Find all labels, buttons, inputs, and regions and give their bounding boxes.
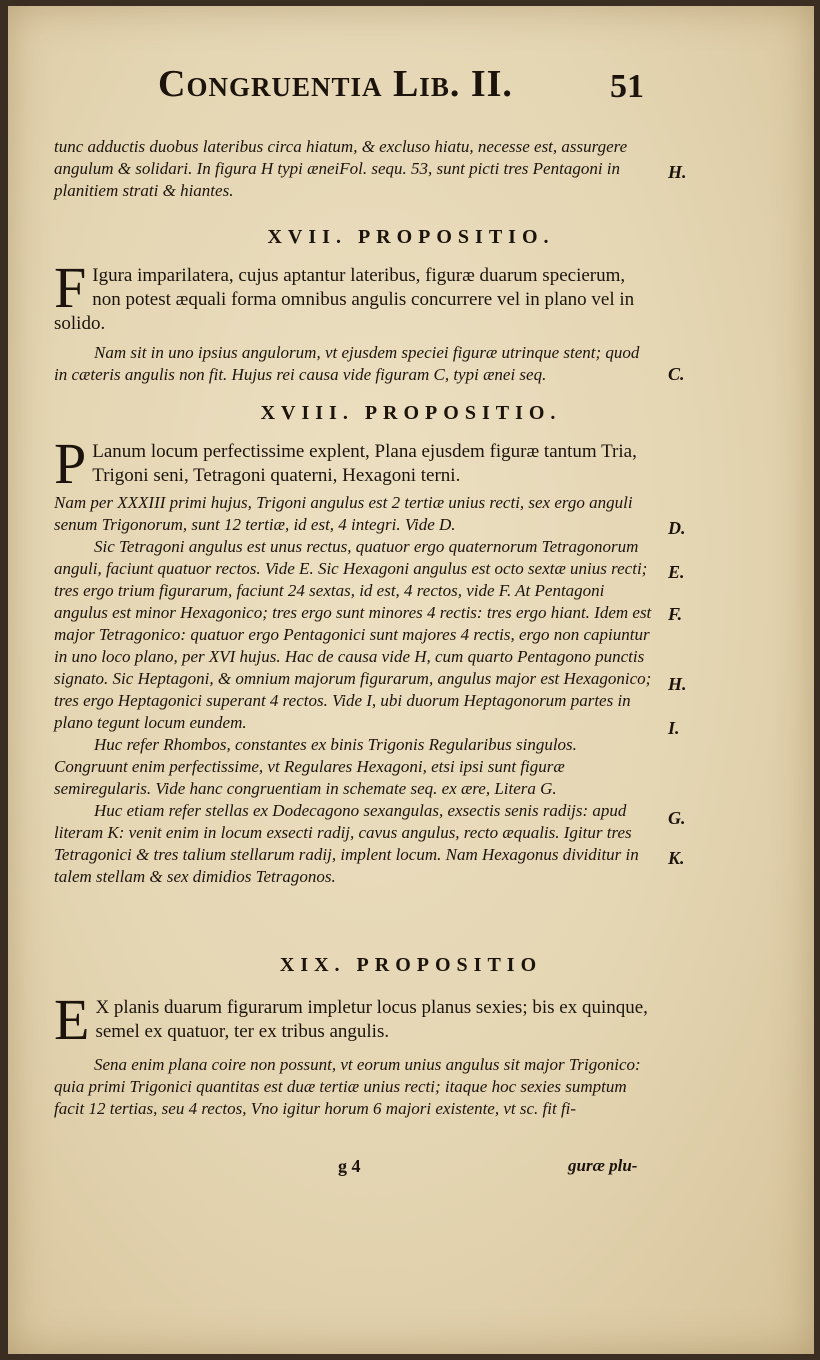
margin-letter: H.	[668, 162, 687, 182]
prop17-statement	[54, 255, 654, 336]
prop18-para-3: Huc refer Rhombos, constantes ex binis Trigonis Regularibus singulos. Congruunt enim perfectissime, vt Regulares Hexagoni, etsi ipsi sunt figuræ semiregularis. Vide hanc congruentiam in schemate seq. ex ære, Litera G.	[54, 735, 577, 798]
margin-letter: H.	[668, 674, 687, 694]
prop17-body	[54, 255, 654, 386]
book-page	[8, 6, 814, 1354]
prop18-heading: XVIII. PROPOSITIO.	[260, 402, 562, 424]
top-continuation-text	[54, 136, 654, 202]
margin-letter: D.	[668, 518, 686, 538]
page-header	[8, 62, 814, 122]
prop18-para-2: Sic Tetragoni angulus est unus rectus, quatuor ergo quaternorum Tetragonorum anguli, faciunt quatuor rectos. Vide E. Sic Hexagoni angulus est octo sextæ unius recti; tres ergo trium figurarum, faciunt 24 sextas, id est, 4 rectos, vide F. At Pentagoni angulus est minor Hexagonico; tres ergo sunt minores 4 rectis: tres ergo hiant. Idem est major Tetragonico: quatuor ergo Pentagonici sunt majores 4 rectis, ergo non capiuntur in uno loco plano, per XVI hujus. Hac de causa vide H, cum quarto Pentagono punctis signato. Sic Heptagoni, & omnium majorum figurarum, angulus major est Hexagonico; tres ergo Heptagonici superant 4 rectos. Vide I, ubi duorum Heptagonorum partes in plano tegunt locum eundem.	[54, 537, 652, 732]
prop19-heading: XIX. PROPOSITIO	[279, 954, 543, 976]
margin-letter: I.	[668, 718, 680, 738]
prop18-para-1: Nam per XXXIII primi hujus, Trigoni angulus est 2 tertiæ unius recti, sex ergo anguli senum Trigonorum, sunt 12 tertiæ, id est, 4 integri. Vide D.	[54, 493, 633, 534]
margin-letter: K.	[668, 848, 685, 868]
prop18-dropcap: P	[54, 431, 87, 496]
prop17-commentary: Nam sit in uno ipsius angulorum, vt ejusdem speciei figuræ utrinque stent; quod in cæteris angulis non fit. Hujus rei causa vide figuram C, typi ænei seq.	[54, 343, 640, 384]
folio-number: 51	[610, 68, 644, 105]
margin-letter: C.	[668, 364, 685, 384]
prop18-statement-text: Lanum locum perfectissime explent, Plana ejusdem figuræ tantum Tria, Trigoni seni, Tetragoni quaterni, Hexagoni terni.	[92, 441, 637, 486]
prop19-body	[54, 987, 654, 1120]
prop18-para-4: Huc etiam refer stellas ex Dodecagono sexangulas, exsectis senis radijs: apud literam K: venit enim in locum exsecti radij, cavus angulus, recto æqualis. Igitur tres Tetragonici & tres talium stellarum radij, implent locum. Nam Hexagonus dividitur in talem stellam & sex dimidios Tetragonos.	[54, 801, 639, 886]
catchword: guræ plu-	[568, 1156, 638, 1175]
prop19-commentary: Sena enim plana coire non possunt, vt eorum unius angulus sit major Trigonico: quia primi Trigonici quantitas est duæ tertiæ unius recti; itaque hoc sexies sumptum facit 12 tertias, seu 4 rectos, Vno igitur horum 6 majori existente, vt sc. fit fi-	[54, 1055, 641, 1118]
continuation-paragraph: tunc adductis duobus lateribus circa hiatum, & excluso hiatu, necesse est, assurgere angulum & solidari. In figura H typi æneiFol. sequ. 53, sunt picti tres Pentagoni in planitiem strati & hiantes.	[54, 137, 628, 200]
prop19-dropcap: E	[54, 987, 90, 1052]
prop17-dropcap: F	[54, 255, 87, 320]
signature-mark: g 4	[338, 1156, 361, 1176]
running-title: Congruentia Lib. II.	[158, 63, 513, 105]
prop19-statement-text: X planis duarum figurarum impletur locus planus sexies; bis ex quinque, semel ex quatuor, ter ex tribus angulis.	[95, 997, 648, 1042]
prop18-body	[54, 431, 654, 888]
prop18-statement	[54, 431, 654, 496]
margin-letter: E.	[668, 562, 685, 582]
prop17-heading: XVII. PROPOSITIO.	[267, 226, 555, 248]
margin-letter: F.	[668, 604, 683, 624]
prop17-statement-text: Igura imparilatera, cujus aptantur lateribus, figuræ duarum specierum, non potest æquali forma omnibus angulis concurrere vel in plano vel in solido.	[54, 265, 635, 334]
margin-letter: G.	[668, 808, 686, 828]
prop19-statement	[54, 987, 654, 1052]
